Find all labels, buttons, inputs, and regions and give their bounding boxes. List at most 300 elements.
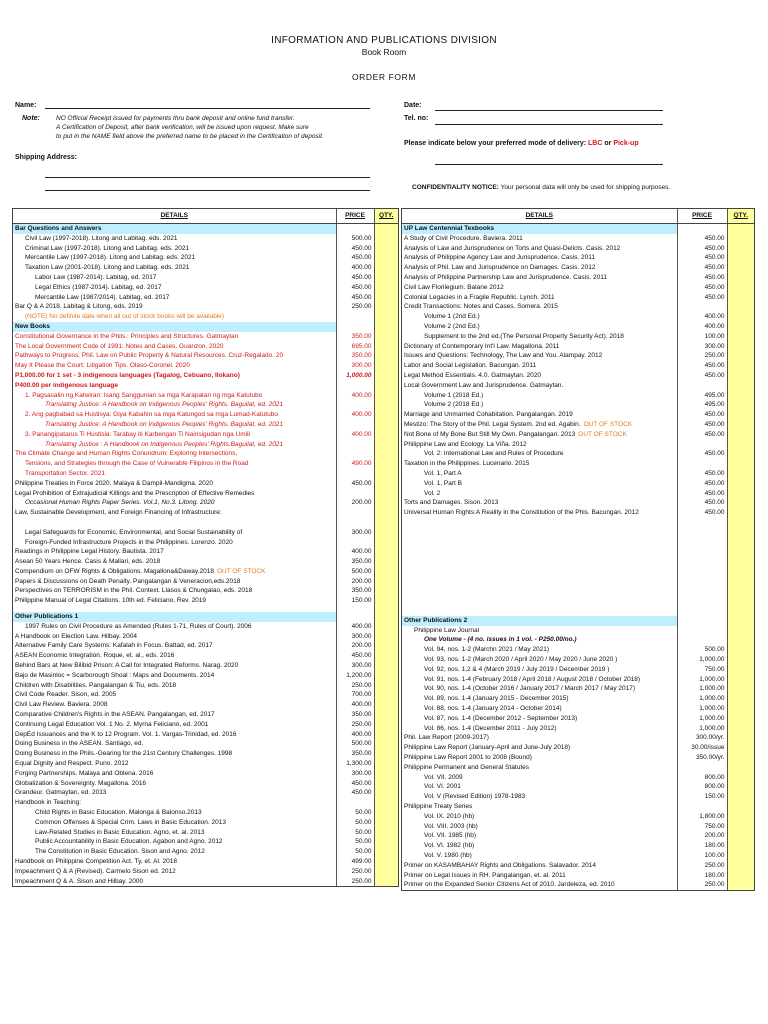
- item-title: Analysis of Philippine Partnership Law and Jurisprudence. Casis. 2011: [404, 273, 607, 281]
- table-row: [402, 880, 754, 890]
- item-title: Torts and Damages. Sison. 2013: [404, 499, 499, 507]
- table-row: [13, 293, 398, 303]
- item-price: 450.00: [336, 788, 374, 798]
- item-title: Philippine Manual of Legal Citations. 10th ed. Feliciano, Rev. 2019: [15, 597, 207, 605]
- qty-input[interactable]: [374, 342, 398, 352]
- table-row: [13, 651, 398, 661]
- qty-input[interactable]: [727, 694, 754, 704]
- qty-input[interactable]: [374, 612, 398, 622]
- qty-input[interactable]: [727, 400, 754, 410]
- table-row: [402, 665, 754, 675]
- qty-input[interactable]: [727, 391, 754, 401]
- item-title: Legal Ethics (1987-2014). Labitag, ed. 2017: [35, 283, 162, 291]
- item-details: [13, 690, 336, 700]
- date-field[interactable]: [435, 110, 663, 111]
- qty-input[interactable]: [727, 567, 754, 577]
- table-row: [13, 596, 398, 606]
- qty-input[interactable]: [727, 224, 754, 234]
- qty-input[interactable]: [374, 769, 398, 779]
- item-price: 1,000.00: [677, 684, 727, 694]
- item-title: Bar Q & A 2018. Labitag & Litong, eds. 2019: [15, 303, 143, 311]
- table-row: [13, 641, 398, 651]
- table-row: [402, 733, 754, 743]
- item-title: 1. Pagsasalin ng Katwiran: Isang Sanggunian sa mga Karapatan ng mga Katutubo: [25, 391, 263, 399]
- item-details: [13, 489, 336, 499]
- table-row: [402, 391, 754, 401]
- qty-input[interactable]: [727, 851, 754, 861]
- qty-input[interactable]: [727, 635, 754, 645]
- item-title: Vol. 93, nos. 1-2 (March 2020 / April 2020 / May 2020 / June 2020 ): [424, 656, 618, 664]
- qty-input[interactable]: [374, 518, 398, 528]
- item-title: Common Offenses & Special Crim. Laws in Basic Education. 2013: [35, 818, 226, 826]
- table-row: [402, 263, 754, 273]
- tel-field[interactable]: [435, 124, 663, 125]
- qty-input[interactable]: [727, 312, 754, 322]
- item-details: [402, 430, 677, 440]
- qty-input[interactable]: [727, 733, 754, 743]
- qty-input[interactable]: [374, 224, 398, 234]
- qty-input[interactable]: [727, 430, 754, 440]
- item-title: Transportation Sector. 2021: [25, 469, 105, 477]
- item-price: [336, 400, 374, 410]
- qty-input[interactable]: [727, 861, 754, 871]
- qty-input[interactable]: [727, 773, 754, 783]
- item-title: Vol. 88, nos. 1-4 (January 2014 - October 2014): [424, 705, 562, 713]
- qty-input[interactable]: [374, 671, 398, 681]
- item-details: [13, 788, 336, 798]
- table-row: [13, 430, 398, 440]
- qty-input[interactable]: [374, 479, 398, 489]
- qty-input[interactable]: [727, 234, 754, 244]
- qty-input[interactable]: [374, 253, 398, 263]
- qty-input[interactable]: [727, 577, 754, 587]
- item-details: [402, 822, 677, 832]
- table-row: [402, 724, 754, 734]
- name-label: Name:: [15, 102, 37, 109]
- item-price: 300.00: [336, 769, 374, 779]
- qty-input[interactable]: [374, 430, 398, 440]
- qty-input[interactable]: [727, 822, 754, 832]
- qty-input[interactable]: [727, 469, 754, 479]
- item-title: Readings in Philippine Legal History. Bautista. 2017: [15, 548, 164, 556]
- note-line-1: NO Official Receipt issued for payments thru bank deposit and online fund transfer.: [56, 115, 295, 122]
- item-price: [677, 596, 727, 606]
- item-price: 350.00: [336, 710, 374, 720]
- item-price: 490.00: [336, 459, 374, 469]
- qty-input[interactable]: [727, 655, 754, 665]
- qty-input[interactable]: [374, 351, 398, 361]
- item-price: 450.00: [677, 508, 727, 518]
- item-price: 495.00: [677, 400, 727, 410]
- qty-input[interactable]: [374, 283, 398, 293]
- table-row: [13, 681, 398, 691]
- table-row: [13, 498, 398, 508]
- item-price: 200.00: [677, 831, 727, 841]
- item-title: Children with Disabilities. Pangalangan & Tiu, eds. 2018: [15, 681, 177, 689]
- item-title: Dictionary of Contemporary Int'l Law. Magallona. 2011: [404, 342, 560, 350]
- item-details: [402, 381, 677, 391]
- item-details: [402, 459, 677, 469]
- item-details: [13, 877, 336, 887]
- qty-input[interactable]: [374, 381, 398, 391]
- item-price: 450.00: [677, 479, 727, 489]
- item-details: [13, 302, 336, 312]
- qty-input[interactable]: [374, 632, 398, 642]
- qty-input[interactable]: [374, 857, 398, 867]
- qty-input[interactable]: [727, 743, 754, 753]
- qty-input[interactable]: [374, 391, 398, 401]
- note-label: Note:: [22, 115, 40, 122]
- item-details: [402, 273, 677, 283]
- qty-input[interactable]: [374, 371, 398, 381]
- qty-input[interactable]: [374, 788, 398, 798]
- qty-input[interactable]: [727, 351, 754, 361]
- item-title: Vol. 1, Part B: [424, 479, 462, 487]
- qty-input[interactable]: [727, 880, 754, 890]
- item-price: 250.00: [336, 302, 374, 312]
- shipping-field-2[interactable]: [45, 190, 370, 191]
- item-price: 50.00: [336, 808, 374, 818]
- item-price: 350.00: [336, 557, 374, 567]
- qty-input[interactable]: [727, 782, 754, 792]
- qty-input[interactable]: [727, 616, 754, 626]
- table-row: [402, 469, 754, 479]
- qty-input[interactable]: [727, 645, 754, 655]
- qty-input[interactable]: [727, 606, 754, 616]
- qty-input[interactable]: [374, 420, 398, 430]
- item-details: [13, 430, 336, 440]
- qty-input[interactable]: [374, 577, 398, 587]
- qty-input[interactable]: [374, 273, 398, 283]
- item-title: Not Bone of My Bone But Still My Own. Pangalangan. 2013: [404, 430, 576, 438]
- table-row: [13, 759, 398, 769]
- qty-input[interactable]: [727, 812, 754, 822]
- item-price: [677, 459, 727, 469]
- item-title: Marriage and Unmarried Cohabitation. Pangalangan. 2019: [404, 411, 573, 419]
- table-row: [13, 567, 398, 577]
- item-details: [13, 538, 336, 548]
- qty-input[interactable]: [374, 263, 398, 273]
- qty-input[interactable]: [727, 547, 754, 557]
- item-price: 1,000.00: [677, 675, 727, 685]
- qty-input[interactable]: [727, 381, 754, 391]
- table-row: [402, 302, 754, 312]
- table-row: [13, 273, 398, 283]
- table-row: [13, 410, 398, 420]
- item-price: 250.00: [336, 867, 374, 877]
- qty-input[interactable]: [727, 479, 754, 489]
- qty-input[interactable]: [374, 837, 398, 847]
- qty-input[interactable]: [374, 720, 398, 730]
- qty-input[interactable]: [374, 730, 398, 740]
- qty-input[interactable]: [374, 410, 398, 420]
- out-of-stock-label: OUT OF STOCK: [578, 430, 627, 438]
- item-price: [336, 508, 374, 518]
- qty-input[interactable]: [374, 547, 398, 557]
- qty-input[interactable]: [374, 440, 398, 450]
- qty-input[interactable]: [727, 528, 754, 538]
- table-row: [13, 671, 398, 681]
- qty-input[interactable]: [374, 586, 398, 596]
- qty-input[interactable]: [374, 828, 398, 838]
- item-details: [13, 612, 336, 622]
- qty-input[interactable]: [727, 332, 754, 342]
- item-price: [336, 538, 374, 548]
- item-details: [13, 332, 336, 342]
- qty-input[interactable]: [727, 763, 754, 773]
- qty-input[interactable]: [727, 371, 754, 381]
- qty-input[interactable]: [374, 332, 398, 342]
- qty-input[interactable]: [374, 400, 398, 410]
- item-details: [402, 577, 677, 587]
- qty-input[interactable]: [727, 557, 754, 567]
- qty-input[interactable]: [374, 690, 398, 700]
- item-details: [13, 508, 336, 518]
- table-row: [402, 645, 754, 655]
- table-row: [13, 690, 398, 700]
- qty-input[interactable]: [727, 253, 754, 263]
- item-title: Civil Law Florilegium. Balane 2012: [404, 283, 504, 291]
- qty-input[interactable]: [727, 714, 754, 724]
- item-title: Compendium on OFW Rights & Obligations. Magallona&Daway.2018: [15, 567, 214, 575]
- item-details: [402, 675, 677, 685]
- item-price: 250.00: [336, 877, 374, 887]
- delivery-lbc: LBC: [588, 140, 603, 147]
- qty-input[interactable]: [727, 410, 754, 420]
- item-title: Foreign-Funded Infrastructure Projects in the Philippines. Lorenzo. 2020: [25, 538, 233, 546]
- item-price: 450.00: [677, 371, 727, 381]
- qty-input[interactable]: [727, 792, 754, 802]
- item-price: [677, 635, 727, 645]
- item-title: Labor and Social Legislation. Bacungan. 2011: [404, 362, 537, 370]
- item-title: Vol. V. 1980 (hb): [424, 852, 472, 859]
- qty-input[interactable]: [727, 665, 754, 675]
- qty-input[interactable]: [727, 263, 754, 273]
- item-title: Globalization & Sovereignty. Magallona. 2016: [15, 779, 147, 787]
- item-details: [402, 596, 677, 606]
- qty-input[interactable]: [727, 841, 754, 851]
- qty-input[interactable]: [727, 802, 754, 812]
- item-details: [402, 302, 677, 312]
- item-details: [13, 828, 336, 838]
- item-price: [677, 586, 727, 596]
- item-details: [13, 730, 336, 740]
- shipping-field-1[interactable]: [45, 177, 370, 178]
- qty-input[interactable]: [727, 704, 754, 714]
- qty-input[interactable]: [374, 651, 398, 661]
- table-row: [13, 440, 398, 450]
- item-price: [677, 538, 727, 548]
- qty-input[interactable]: [727, 508, 754, 518]
- qty-input[interactable]: [727, 361, 754, 371]
- item-price: 1,200.00: [336, 671, 374, 681]
- table-row: [402, 342, 754, 352]
- qty-input[interactable]: [727, 420, 754, 430]
- qty-input[interactable]: [727, 489, 754, 499]
- qty-input[interactable]: [727, 342, 754, 352]
- item-price: 350.00: [336, 351, 374, 361]
- qty-input[interactable]: [727, 459, 754, 469]
- item-details: [402, 694, 677, 704]
- delivery-field[interactable]: [435, 164, 663, 165]
- item-price: 300.00: [336, 661, 374, 671]
- qty-input[interactable]: [374, 459, 398, 469]
- out-of-stock-label: OUT OF STOCK: [216, 567, 266, 575]
- qty-input[interactable]: [374, 877, 398, 887]
- qty-input[interactable]: [374, 449, 398, 459]
- qty-input[interactable]: [727, 498, 754, 508]
- item-price: [677, 567, 727, 577]
- qty-input[interactable]: [727, 871, 754, 881]
- item-price: 500.00: [677, 645, 727, 655]
- item-title: Mestizo: The Story of the Phil. Legal System. 2nd ed. Agabin.: [404, 420, 581, 428]
- item-title: Vol. 90, nos. 1-4 (October 2016 / January 2017 / March 2017 / May 2017): [424, 685, 636, 693]
- item-details: [402, 841, 677, 851]
- qty-input[interactable]: [374, 293, 398, 303]
- item-price: 450.00: [677, 263, 727, 273]
- qty-input[interactable]: [374, 528, 398, 538]
- table-row: [402, 831, 754, 841]
- qty-input[interactable]: [727, 322, 754, 332]
- item-title: Supplement to the 2nd ed.(The Personal Property Security Act). 2018: [424, 332, 624, 340]
- qty-input[interactable]: [374, 818, 398, 828]
- table-row: [13, 469, 398, 479]
- qty-input[interactable]: [374, 567, 398, 577]
- qty-input[interactable]: [374, 681, 398, 691]
- qty-input[interactable]: [727, 831, 754, 841]
- item-price: 100.00: [677, 851, 727, 861]
- qty-input[interactable]: [727, 449, 754, 459]
- item-details: [13, 818, 336, 828]
- item-price: [677, 626, 727, 636]
- name-field[interactable]: [45, 108, 370, 109]
- item-price: 200.00: [336, 577, 374, 587]
- qty-input[interactable]: [374, 489, 398, 499]
- qty-input[interactable]: [374, 798, 398, 808]
- qty-input[interactable]: [374, 312, 398, 322]
- qty-input[interactable]: [374, 847, 398, 857]
- item-details: [402, 763, 677, 773]
- qty-input[interactable]: [374, 322, 398, 332]
- qty-input[interactable]: [374, 302, 398, 312]
- item-title: 3. Panangipatarus Ti Hustisia: Tarabay iti Karbengan Ti Nainsigudan nga Umili: [25, 430, 250, 438]
- item-price: 400.00: [336, 391, 374, 401]
- confidentiality-text: Your personal data will only be used for shipping purposes.: [500, 184, 671, 191]
- qty-input[interactable]: [374, 498, 398, 508]
- item-price: 300.00: [336, 361, 374, 371]
- qty-input[interactable]: [727, 724, 754, 734]
- qty-input[interactable]: [374, 596, 398, 606]
- qty-input[interactable]: [727, 586, 754, 596]
- qty-input[interactable]: [374, 641, 398, 651]
- item-details: [13, 253, 336, 263]
- table-row: [13, 798, 398, 808]
- qty-input[interactable]: [374, 538, 398, 548]
- item-price: [336, 381, 374, 391]
- item-title: Constitutional Governance in the Phils.: Principles and Structures. Gatmaytan: [15, 332, 239, 340]
- item-title: Criminal Law (1997-2018). Litong and Labitag. eds. 2021: [25, 244, 190, 252]
- table-row: [13, 557, 398, 567]
- item-title: Volume 1 (2018 Ed.): [424, 391, 484, 399]
- item-details: [13, 342, 336, 352]
- item-details: [402, 400, 677, 410]
- item-title: Legal Safeguards for Economic, Environmental, and Social Sustainability of: [25, 528, 243, 536]
- item-details: [13, 720, 336, 730]
- item-details: [13, 410, 336, 420]
- qty-input[interactable]: [727, 518, 754, 528]
- item-details: [402, 322, 677, 332]
- qty-input[interactable]: [374, 700, 398, 710]
- qty-input[interactable]: [374, 661, 398, 671]
- item-details: [402, 743, 677, 753]
- table-row: [13, 342, 398, 352]
- qty-input[interactable]: [374, 808, 398, 818]
- item-details: [402, 733, 677, 743]
- item-price: [336, 798, 374, 808]
- qty-input[interactable]: [374, 739, 398, 749]
- item-price: 800.00: [677, 782, 727, 792]
- item-price: 450.00: [336, 244, 374, 254]
- qty-input[interactable]: [374, 557, 398, 567]
- qty-input[interactable]: [727, 302, 754, 312]
- table-row: [402, 851, 754, 861]
- qty-input[interactable]: [727, 293, 754, 303]
- qty-input[interactable]: [727, 440, 754, 450]
- qty-input[interactable]: [374, 779, 398, 789]
- item-price: 450.00: [677, 469, 727, 479]
- qty-input[interactable]: [374, 244, 398, 254]
- qty-input[interactable]: [374, 759, 398, 769]
- qty-input[interactable]: [374, 469, 398, 479]
- qty-input[interactable]: [727, 753, 754, 763]
- table-row: [13, 518, 398, 528]
- item-details: [13, 440, 336, 450]
- item-details: [13, 361, 336, 371]
- item-details: [402, 714, 677, 724]
- qty-input[interactable]: [374, 234, 398, 244]
- qty-input[interactable]: [727, 538, 754, 548]
- table-row: [402, 273, 754, 283]
- qty-input[interactable]: [727, 596, 754, 606]
- qty-input[interactable]: [727, 273, 754, 283]
- qty-input[interactable]: [727, 283, 754, 293]
- item-title: Phil. Law Report (2009-2017): [404, 734, 489, 742]
- item-title: Handbook on Philippine Competition Act. Ty, et. Al. 2018: [15, 858, 178, 865]
- item-price: 350.00/yr.: [677, 753, 727, 763]
- qty-input[interactable]: [727, 244, 754, 254]
- table-row: [402, 822, 754, 832]
- qty-input[interactable]: [374, 749, 398, 759]
- qty-input[interactable]: [727, 684, 754, 694]
- item-title: Local Government Law and Jurisprudence. Gatmaytan.: [404, 381, 564, 389]
- qty-input[interactable]: [374, 622, 398, 632]
- qty-input[interactable]: [374, 508, 398, 518]
- item-price: 750.00: [677, 822, 727, 832]
- qty-input[interactable]: [374, 867, 398, 877]
- qty-input[interactable]: [727, 675, 754, 685]
- item-title: Asean 50 Years Hence. Casis & Mallari, eds. 2018: [15, 558, 161, 566]
- item-details: [402, 283, 677, 293]
- qty-input[interactable]: [727, 626, 754, 636]
- item-price: 450.00: [677, 420, 727, 430]
- form-title: ORDER FORM: [351, 72, 417, 82]
- qty-input[interactable]: [374, 361, 398, 371]
- qty-input[interactable]: [374, 710, 398, 720]
- item-details: [402, 244, 677, 254]
- item-details: [13, 661, 336, 671]
- item-details: [402, 538, 677, 548]
- item-title: Pathways to Progress: Phil. Law on Public Property & Natural Resources. Cruz-Regalado. 20: [15, 352, 284, 360]
